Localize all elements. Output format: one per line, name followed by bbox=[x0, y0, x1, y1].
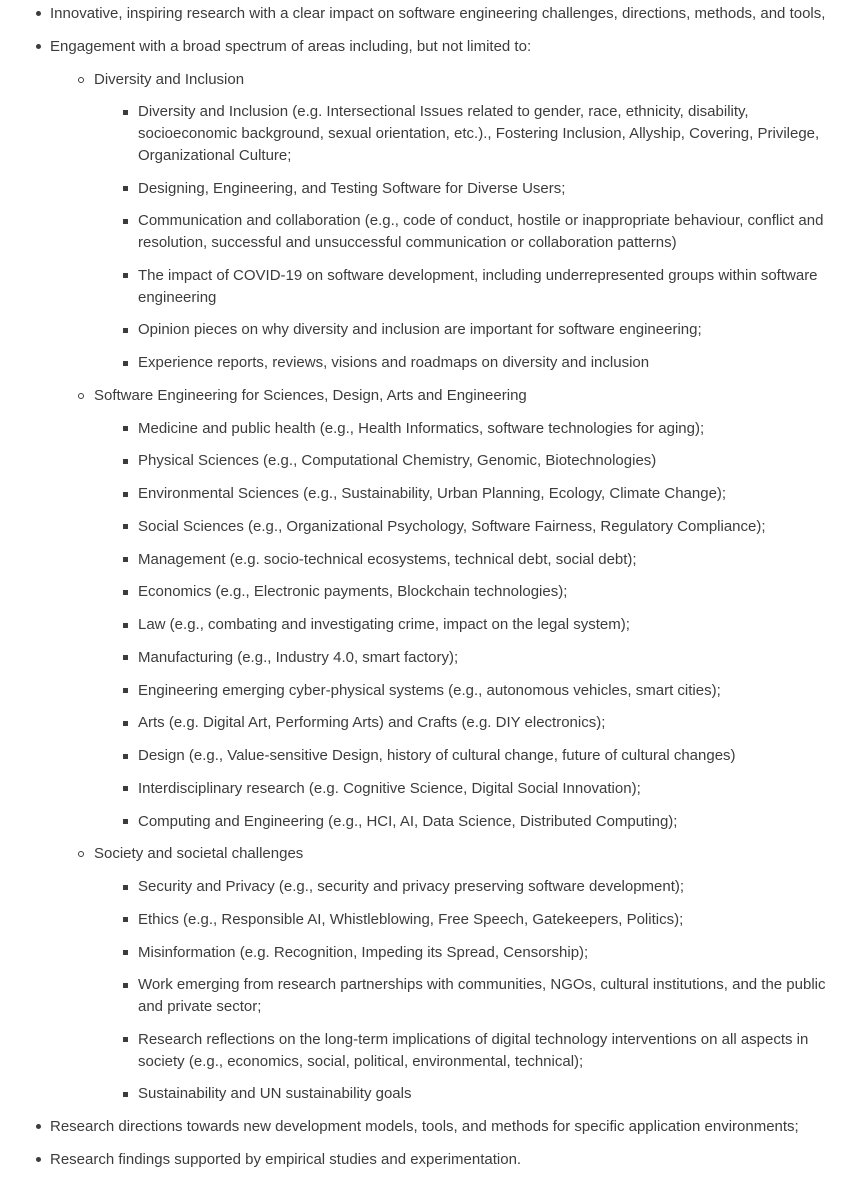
list-item bbox=[94, 843, 826, 1105]
list-item bbox=[50, 1149, 826, 1171]
list-item bbox=[138, 581, 826, 603]
list-item-text: Communication and collaboration (e.g., code of conduct, hostile or inappropriate behaviour, conflict and resolution, successful and unsuccessful communication or collaboration patterns) bbox=[138, 212, 824, 251]
list-item bbox=[138, 680, 826, 702]
list-item-text: Medicine and public health (e.g., Health Informatics, software technologies for aging); bbox=[138, 419, 705, 437]
list-item bbox=[138, 352, 826, 374]
list-item bbox=[138, 450, 826, 472]
list-item-text: Management (e.g. socio-technical ecosystems, technical debt, social debt); bbox=[138, 550, 637, 568]
square-bullet-icon bbox=[123, 950, 128, 955]
square-bullet-icon bbox=[123, 524, 128, 529]
subsubtopics-list bbox=[94, 876, 826, 1105]
circle-bullet-icon bbox=[78, 851, 84, 857]
square-bullet-icon bbox=[123, 786, 128, 791]
list-item bbox=[138, 1083, 826, 1105]
list-item bbox=[138, 647, 826, 669]
list-item bbox=[94, 385, 826, 833]
list-item bbox=[138, 178, 826, 200]
circle-bullet-icon bbox=[78, 393, 84, 399]
square-bullet-icon bbox=[123, 459, 128, 464]
square-bullet-icon bbox=[123, 655, 128, 660]
list-item-text: Manufacturing (e.g., Industry 4.0, smart factory); bbox=[138, 648, 459, 666]
disc-bullet-icon bbox=[36, 1157, 41, 1162]
list-item-text: Interdisciplinary research (e.g. Cognitive Science, Digital Social Innovation); bbox=[138, 779, 641, 797]
list-item-text: Environmental Sciences (e.g., Sustainability, Urban Planning, Ecology, Climate Change); bbox=[138, 485, 727, 502]
list-item bbox=[138, 516, 826, 538]
list-item-text: Computing and Engineering (e.g., HCI, AI, Data Science, Distributed Computing); bbox=[138, 812, 678, 830]
list-item-text: Research findings supported by empirical studies and experimentation. bbox=[50, 1150, 522, 1168]
list-item-text: Social Sciences (e.g., Organizational Psychology, Software Fairness, Regulatory Compliance); bbox=[138, 517, 766, 535]
square-bullet-icon bbox=[123, 885, 128, 890]
list-item bbox=[94, 69, 826, 374]
list-item-text: Research reflections on the long-term implications of digital technology interventions on all aspects in society (e.g., economics, social, political, environmental, technical); bbox=[138, 1030, 809, 1070]
list-item bbox=[50, 36, 826, 1105]
list-item-text: Sustainability and UN sustainability goals bbox=[138, 1085, 412, 1103]
list-item bbox=[50, 3, 826, 25]
list-item-text: Diversity and Inclusion (e.g. Intersectional Issues related to gender, race, ethnicity, disability, socioeconomic background, sexual orientation, etc.)., Fostering Inclusion, Allyship, Covering, Privilege, Organizational Culture; bbox=[138, 103, 820, 164]
list-item-text: Physical Sciences (e.g., Computational Chemistry, Genomic, Biotechnologies) bbox=[138, 452, 657, 470]
list-item bbox=[138, 101, 826, 166]
list-item bbox=[50, 1116, 826, 1138]
list-item-text: Security and Privacy (e.g., security and privacy preserving software development); bbox=[138, 878, 685, 895]
square-bullet-icon bbox=[123, 754, 128, 759]
subsubtopics-list bbox=[94, 418, 826, 833]
list-item bbox=[138, 745, 826, 767]
list-item-text: Experience reports, reviews, visions and roadmaps on diversity and inclusion bbox=[138, 354, 650, 371]
square-bullet-icon bbox=[123, 1092, 128, 1097]
square-bullet-icon bbox=[123, 186, 128, 191]
list-item bbox=[138, 418, 826, 440]
disc-bullet-icon bbox=[36, 11, 41, 16]
square-bullet-icon bbox=[123, 492, 128, 497]
list-item-text: Society and societal challenges bbox=[94, 845, 304, 863]
list-item-text: Diversity and Inclusion bbox=[94, 70, 245, 88]
square-bullet-icon bbox=[123, 721, 128, 726]
square-bullet-icon bbox=[123, 983, 128, 988]
list-item-text: Arts (e.g. Digital Art, Performing Arts) and Crafts (e.g. DIY electronics); bbox=[138, 714, 606, 732]
list-item-text: Economics (e.g., Electronic payments, Blockchain technologies); bbox=[138, 583, 568, 601]
list-item-text: Work emerging from research partnerships with communities, NGOs, cultural institutions, and the public and private sector; bbox=[138, 976, 826, 1015]
list-item bbox=[138, 614, 826, 636]
list-item-text: Engineering emerging cyber-physical systems (e.g., autonomous vehicles, smart cities); bbox=[138, 681, 721, 699]
list-item bbox=[138, 811, 826, 833]
list-item bbox=[138, 974, 826, 1018]
square-bullet-icon bbox=[123, 328, 128, 333]
list-item-text: Designing, Engineering, and Testing Software for Diverse Users; bbox=[138, 179, 566, 197]
square-bullet-icon bbox=[123, 273, 128, 278]
topics-list bbox=[0, 3, 826, 1171]
list-item bbox=[138, 876, 826, 898]
square-bullet-icon bbox=[123, 688, 128, 693]
list-item-text: Misinformation (e.g. Recognition, Impeding its Spread, Censorship); bbox=[138, 943, 589, 961]
square-bullet-icon bbox=[123, 819, 128, 824]
square-bullet-icon bbox=[123, 623, 128, 628]
list-item-text: The impact of COVID-19 on software development, including underrepresented groups within software engineering bbox=[138, 266, 818, 306]
square-bullet-icon bbox=[123, 426, 128, 431]
square-bullet-icon bbox=[123, 917, 128, 922]
list-item-text: Innovative, inspiring research with a clear impact on software engineering challenges, directions, methods, and tools, bbox=[50, 5, 826, 22]
square-bullet-icon bbox=[123, 110, 128, 115]
list-item bbox=[138, 265, 826, 309]
square-bullet-icon bbox=[123, 219, 128, 224]
list-item-text: Design (e.g., Value-sensitive Design, history of cultural change, future of cultural changes) bbox=[138, 747, 736, 764]
circle-bullet-icon bbox=[78, 77, 84, 83]
list-item-text: Opinion pieces on why diversity and inclusion are important for software engineering; bbox=[138, 321, 702, 339]
square-bullet-icon bbox=[123, 590, 128, 595]
list-item bbox=[138, 549, 826, 571]
subsubtopics-list bbox=[94, 101, 826, 374]
list-item-text: Ethics (e.g., Responsible AI, Whistleblowing, Free Speech, Gatekeepers, Politics); bbox=[138, 910, 684, 928]
list-item bbox=[138, 712, 826, 734]
list-item bbox=[138, 909, 826, 931]
list-item bbox=[138, 319, 826, 341]
square-bullet-icon bbox=[123, 361, 128, 366]
list-item-text: Law (e.g., combating and investigating crime, impact on the legal system); bbox=[138, 616, 630, 633]
square-bullet-icon bbox=[123, 557, 128, 562]
list-item bbox=[138, 483, 826, 505]
square-bullet-icon bbox=[123, 1037, 128, 1042]
disc-bullet-icon bbox=[36, 1124, 41, 1129]
list-item-text: Software Engineering for Sciences, Design, Arts and Engineering bbox=[94, 386, 527, 404]
subtopics-list bbox=[50, 69, 826, 1106]
list-item-text: Research directions towards new development models, tools, and methods for specific application environments; bbox=[50, 1118, 799, 1135]
list-item bbox=[138, 778, 826, 800]
list-item bbox=[138, 210, 826, 254]
list-item-text: Engagement with a broad spectrum of areas including, but not limited to: bbox=[50, 37, 532, 55]
list-item bbox=[138, 942, 826, 964]
disc-bullet-icon bbox=[36, 44, 41, 49]
list-item bbox=[138, 1029, 826, 1073]
